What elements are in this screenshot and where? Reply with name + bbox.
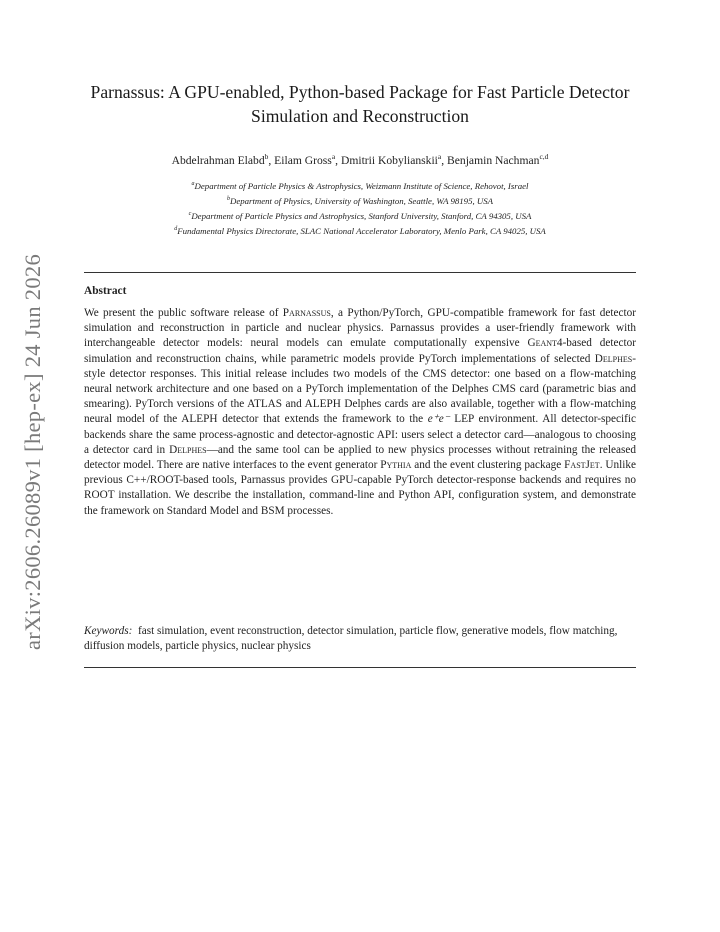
author-affiliation-mark: c,d <box>539 152 549 161</box>
abstract-segment: -style detector responses. This initial release includes two models of the CMS detector: one based on a flow-matching neural network architecture and one based on a PyTorch implementation of the Delphes CMS card (parametric bias and smearing). PyTorch versions of the ATLAS and ALEPH Delphes cards are also available, together with a flow-matching neural model of the ALEPH detector that extends the framework to the <box>84 352 636 426</box>
keywords-text: fast simulation, event reconstruction, detector simulation, particle flow, generative models, flow matching, diffusion models, particle physics, nuclear physics <box>84 625 618 653</box>
abstract-segment: We present the public software release of <box>84 307 283 319</box>
affiliation-mark: b <box>226 196 230 203</box>
abstract-segment: , a Python/PyTorch, GPU-compatible framework for fast detector simulation and reconstruction in particle and nuclear physics. Parnassus provides a user-friendly framework with interchangeable detector models: neural models can emulate computationally expensive <box>84 307 636 350</box>
affiliation-item <box>60 208 660 223</box>
arxiv-identifier-stamp <box>8 253 58 651</box>
abstract-package-name: FastJet <box>564 459 600 472</box>
abstract-segment: —and the same tool can be applied to new physics processes without retraining the released detector model. There are native interfaces to the event generator <box>84 443 636 472</box>
affiliation-text: Department of Particle Physics & Astrophysics, Weizmann Institute of Science, Rehovot, Israel <box>194 180 529 191</box>
author-name: Benjamin Nachman <box>447 153 540 167</box>
author-name: Eilam Gross <box>274 153 332 167</box>
author-affiliation-mark: a <box>331 152 336 161</box>
abstract-package-name: Pythia <box>380 459 412 472</box>
abstract-segment: LEP environment. All detector-specific backends share the same process-agnostic and detector-agnostic API: users select a detector card—analogous to choosing a detector card in <box>84 413 636 456</box>
affiliation-text: Department of Particle Physics and Astrophysics, Stanford University, Stanford, CA 94305, USA <box>191 211 532 222</box>
divider-bottom <box>84 667 636 668</box>
affiliation-text: Department of Physics, University of Washington, Seattle, WA 98195, USA <box>229 196 494 207</box>
paper-title: Parnassus: A GPU-enabled, Python-based Package for Fast Particle Detector Simulation and Reconstruction <box>90 82 630 126</box>
abstract-heading: Abstract <box>84 285 127 297</box>
keywords <box>84 624 636 655</box>
keywords-label: Keywords: <box>84 625 133 637</box>
author-affiliation-mark: a <box>437 152 442 161</box>
affiliation-mark: d <box>174 226 178 233</box>
affiliation-item <box>60 223 660 238</box>
affiliation-text: Fundamental Physics Directorate, SLAC National Accelerator Laboratory, Menlo Park, CA 94025, USA <box>177 226 546 237</box>
abstract-package-name: Parnassus <box>282 307 331 319</box>
divider-top <box>84 272 636 273</box>
abstract-segment: -based detector simulation and reconstruction chains, while parametric models provide PyTorch implementations of selected <box>84 337 636 365</box>
abstract-package-name: Geant4 <box>527 337 563 350</box>
arxiv-identifier-text: arXiv:2606.26089v1 [hep-ex] 24 Jun 2026 <box>20 253 46 651</box>
affiliation-item <box>60 193 660 208</box>
author-affiliation-mark: b <box>264 152 269 161</box>
affiliation-mark: a <box>191 181 195 187</box>
abstract-text <box>84 306 636 519</box>
author-list: Abdelrahman Elabd$^b$, Eilam Gross$^a$, Dmitrii Kobylianskii$^a$, Benjamin Nachman$^{c,d}$ <box>171 152 549 167</box>
abstract-segment: and the event clustering package <box>411 459 565 472</box>
affiliation-mark: c <box>188 211 192 218</box>
abstract-package-name: Delphes <box>169 443 207 456</box>
abstract-package-name: Delphes <box>594 352 633 365</box>
affiliation-item <box>60 178 660 193</box>
affiliation-list <box>60 178 660 239</box>
author-name: Dmitrii Kobylianskii <box>340 153 438 167</box>
abstract-segment: . Unlike previous C++/ROOT-based tools, Parnassus provides GPU-capable PyTorch detector-response backends and requires no ROOT installation. We describe the installation, command-line and Python API, configuration system, and demonstrate the framework on Standard Model and BSM processes. <box>84 459 636 517</box>
abstract-math-ee: e⁺e⁻ <box>427 413 450 426</box>
author-name: Abdelrahman Elabd <box>171 153 265 167</box>
